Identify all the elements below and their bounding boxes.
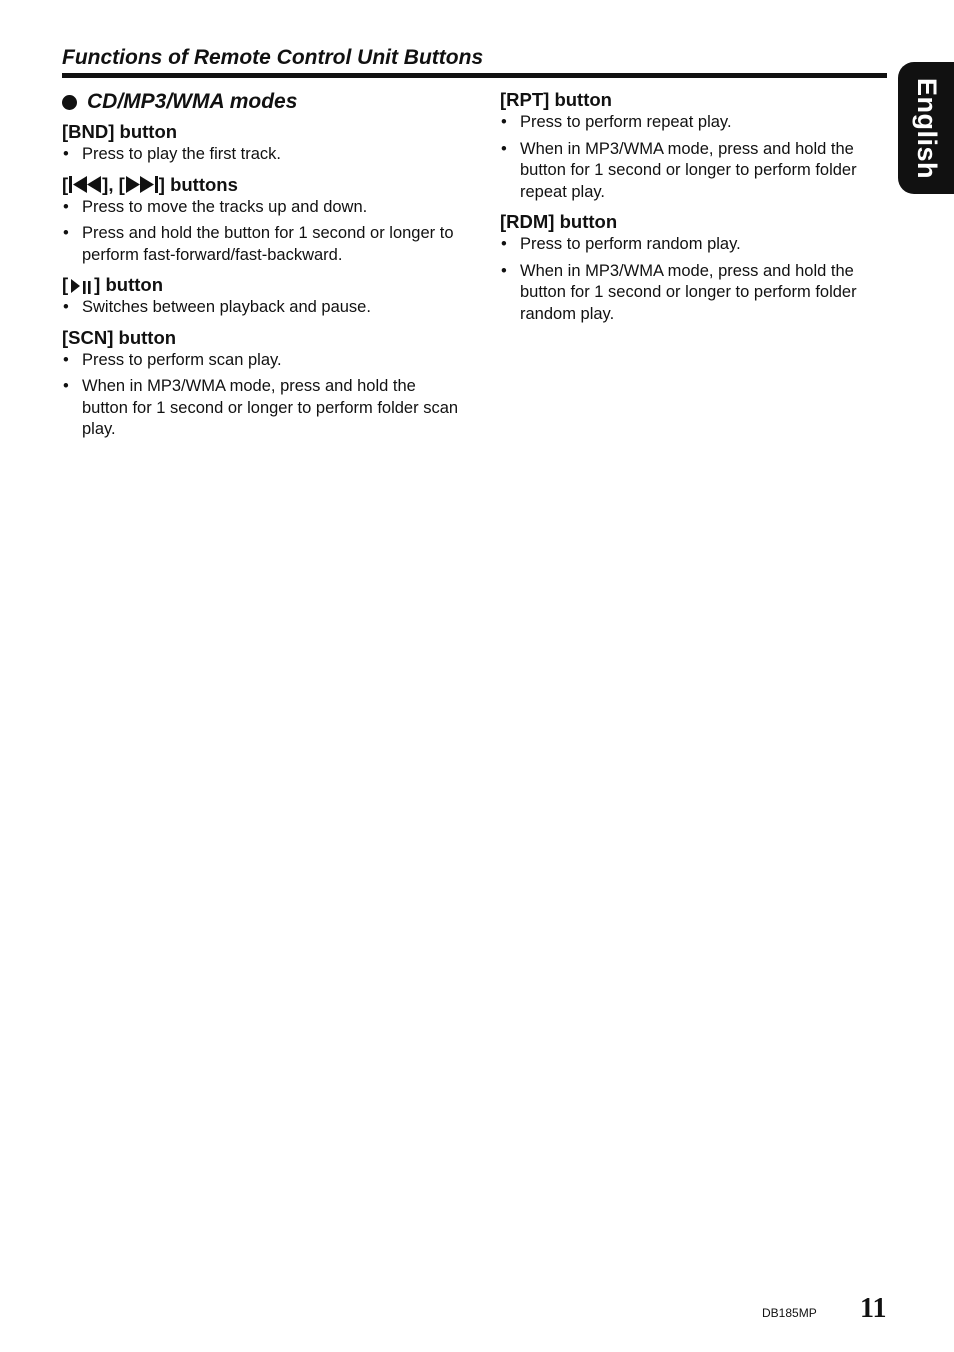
list-item: • Press to play the first track. [62, 144, 462, 166]
bnd-button-title: [BND] button [62, 121, 178, 142]
scn-button-title: [SCN] button [62, 326, 177, 348]
list-item: • Press to perform scan play. [62, 350, 462, 372]
play-pause-icon [68, 275, 94, 295]
track-buttons-title [62, 173, 462, 197]
skip-back-icon [68, 176, 102, 193]
list-item: • Press to move the tracks up and down. [62, 197, 462, 219]
page-heading: Functions of Remote Control Unit Buttons [62, 46, 484, 69]
section-title-text: CD/MP3/WMA modes [87, 90, 298, 113]
skip-forward-icon [125, 176, 159, 193]
list-item: • Press and hold the button for 1 second or longer to perform fast-forward/fast-backward. [62, 223, 462, 266]
list-item: • Press to perform repeat play. [500, 112, 890, 134]
left-column [62, 88, 462, 448]
track-title-mid: ], [ [102, 173, 125, 195]
rdm-button-list [500, 234, 890, 325]
bnd-button-list [62, 144, 462, 166]
filled-circle-icon [62, 95, 77, 110]
page-number: 11 [860, 1293, 887, 1324]
track-buttons-list [62, 197, 462, 267]
list-item: • When in MP3/WMA mode, press and hold the button for 1 second or longer to perform folder random play. [500, 261, 890, 326]
list-item: • Press to perform random play. [500, 234, 890, 256]
heading-rule [62, 73, 887, 78]
list-item: • Switches between playback and pause. [62, 297, 462, 319]
track-title-close: ] buttons [158, 173, 238, 195]
language-tab-label: English [911, 77, 942, 179]
language-tab [898, 62, 954, 194]
rdm-button-title: [RDM] button [500, 211, 618, 232]
scn-button-list [62, 350, 462, 441]
list-item: • When in MP3/WMA mode, press and hold the button for 1 second or longer to perform folder repeat play. [500, 139, 890, 204]
play-pause-title-close: ] button [94, 274, 163, 295]
rpt-button-title: [RPT] button [500, 89, 612, 110]
section-title [62, 88, 462, 116]
list-item: • When in MP3/WMA mode, press and hold the button for 1 second or longer to perform folder scan play. [62, 376, 462, 441]
footer-model: DB185MP [762, 1306, 817, 1320]
track-title-open: [ [62, 173, 69, 195]
play-pause-list [62, 297, 462, 319]
play-pause-title-open: [ [62, 274, 69, 295]
rpt-button-list [500, 112, 890, 203]
play-pause-button-title [62, 273, 462, 297]
right-column [500, 88, 890, 332]
